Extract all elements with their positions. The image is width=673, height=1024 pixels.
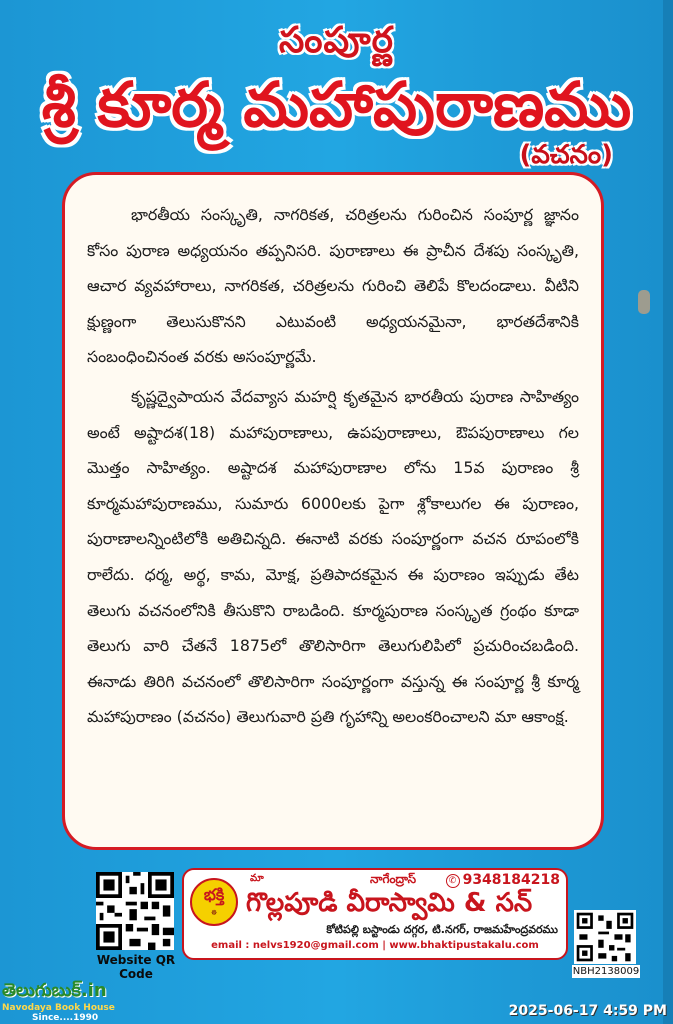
cover-stain	[638, 290, 650, 314]
publisher-address: కోటిపల్లి బస్టాండు దగ్గర, టి.నగర్, రాజమహేంద్రవరము	[326, 923, 558, 936]
publisher-owner: నాగేంద్రాస్	[370, 872, 417, 886]
product-code: NBH2138009	[572, 966, 640, 977]
book-title: శ్రీ కూర్మ మహాపురాణము	[41, 68, 632, 141]
site-watermark	[2, 980, 122, 1023]
product-qr-code[interactable]	[574, 910, 636, 964]
watermark-site: తెలుగుబుక్.in	[2, 980, 107, 1001]
website-qr-code[interactable]	[96, 872, 174, 950]
watermark-sub: Navodaya Book House	[2, 1003, 115, 1013]
photo-timestamp: 2025-06-17 4:59 PM	[508, 1003, 667, 1019]
logo-ring-icon: ☸	[210, 909, 218, 917]
blurb-box	[62, 172, 604, 850]
publisher-contact: email : nelvs1920@gmail.com | www.bhaktipustakalu.com	[211, 940, 539, 951]
bhakti-logo-text: భక్తి	[203, 885, 225, 904]
publisher-panel	[182, 868, 568, 960]
publisher-phone	[446, 872, 560, 888]
publisher-name: గొల్లపూడి వీరాస్వామి & సన్	[246, 888, 533, 918]
blurb-paragraph-2: కృష్ణద్వైపాయన వేదవ్యాస మహర్షి కృతమైన భారతీయ పురాణ సాహిత్యం అంటే అష్టాదశ(18) మహాపురాణాలు, ఉపపురాణాలు, ఔపపురాణాలు గల మొత్తం సాహిత్యం. అష్టాదశ మహాపురాణాల లోను 15వ పురాణం శ్రీ కూర్మమహాపురాణము, సుమారు 6000లకు పైగా శ్లోకాలుగల ఈ పురాణం, పురాణాలన్నింటిలోకి అతిచిన్నది. ఈనాటి వరకు సంపూర్ణంగా వచన రూపంలోకి రాలేదు. ధర్మ, అర్థ, కామ, మోక్ష, ప్రతిపాదకమైన ఈ పురాణం ఇప్పుడు తేట తెలుగు వచనంలోనికి తీసుకొని రాబడింది. కూర్మపురాణ సంస్కృత గ్రంథం కూడా తెలుగు వారి చేతనే 1875లో తొలిసారిగా తెలుగులిపిలో ప్రచురించబడింది. ఈనాడు తిరిగి వచనంలో తొలిసారిగా సంపూర్ణంగా వస్తున్న ఈ సంపూర్ణ శ్రీ కూర్మ మహాపురాణం (వచనం) తెలుగువారి ప్రతి గృహాన్ని అలంకరించాలని మా ఆకాంక్ష.	[87, 386, 579, 727]
publisher-prefix: మా	[250, 873, 264, 884]
title-prefix: సంపూర్ణ	[279, 20, 394, 61]
website-qr-caption: Website QR Code	[96, 953, 176, 981]
blurb-paragraph-1: భారతీయ సంస్కృతి, నాగరికత, చరిత్రలను గురించిన సంపూర్ణ జ్ఞానం కోసం పురాణ అధ్యయనం తప్పనిసరి. పురాణాలు ఈ ప్రాచీన దేశపు సంస్కృతి, ఆచార వ్యవహారాలు, నాగరికత, చరిత్రలను గురించి తెలిపే కొలదండాలు. వీటిని క్షుణ్ణంగా తెలుసుకొనని ఎటువంటి అధ్యయనమైనా, భారతదేశానికి సంబంధించినంత వరకు అసంపూర్ణమే.	[87, 205, 579, 367]
phone-icon: ✆	[446, 874, 460, 888]
bhakti-logo	[190, 878, 238, 926]
watermark-since: Since....1990	[32, 1013, 99, 1023]
title-subtitle: (వచనం)	[519, 140, 613, 170]
publisher-phone-number: 9348184218	[462, 872, 560, 888]
